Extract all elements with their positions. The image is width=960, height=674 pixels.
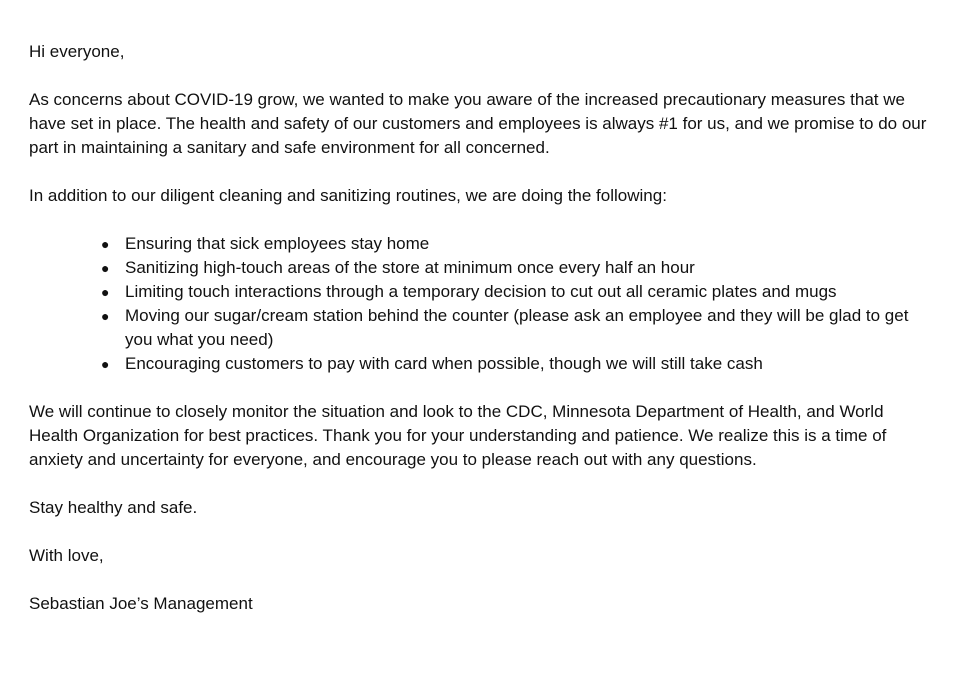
sign-off: With love, xyxy=(29,546,104,565)
list-item xyxy=(101,280,925,304)
farewell: Stay healthy and safe. xyxy=(29,498,198,517)
list-item-text: Encouraging customers to pay with card when possible, though we will still take cash xyxy=(125,354,763,373)
list-item xyxy=(101,232,925,256)
bullet-icon: ● xyxy=(101,308,110,324)
list-item xyxy=(101,304,925,352)
list-item-text: Sanitizing high-touch areas of the store at minimum once every half an hour xyxy=(125,258,695,277)
measures-list xyxy=(101,232,925,376)
list-item xyxy=(101,352,925,376)
closing-paragraph: We will continue to closely monitor the situation and look to the CDC, Minnesota Department of Health, and World Health Organization for best practices. Thank you for your understanding and patience. We realize this is a time of anxiety and uncertainty for everyone, and encourage you to please reach out with any questions. xyxy=(29,402,887,469)
greeting: Hi everyone, xyxy=(29,42,125,61)
letter-body xyxy=(29,40,934,640)
list-item-text: Limiting touch interactions through a temporary decision to cut out all ceramic plates and mugs xyxy=(125,282,837,301)
lead-in-paragraph: In addition to our diligent cleaning and sanitizing routines, we are doing the following: xyxy=(29,186,667,205)
list-item xyxy=(101,256,925,280)
list-item-text: Ensuring that sick employees stay home xyxy=(125,234,430,253)
bullet-icon: ● xyxy=(101,236,110,252)
list-item-text: Moving our sugar/cream station behind the counter (please ask an employee and they will be glad to get you what you need) xyxy=(125,306,909,349)
bullet-icon: ● xyxy=(101,356,110,372)
intro-paragraph: As concerns about COVID-19 grow, we wanted to make you aware of the increased precautionary measures that we have set in place. The health and safety of our customers and employees is always #1 for us, and we promise to do our part in maintaining a sanitary and safe environment for all concerned. xyxy=(29,90,927,157)
bullet-icon: ● xyxy=(101,260,110,276)
bullet-icon: ● xyxy=(101,284,110,300)
signature: Sebastian Joe’s Management xyxy=(29,594,253,613)
